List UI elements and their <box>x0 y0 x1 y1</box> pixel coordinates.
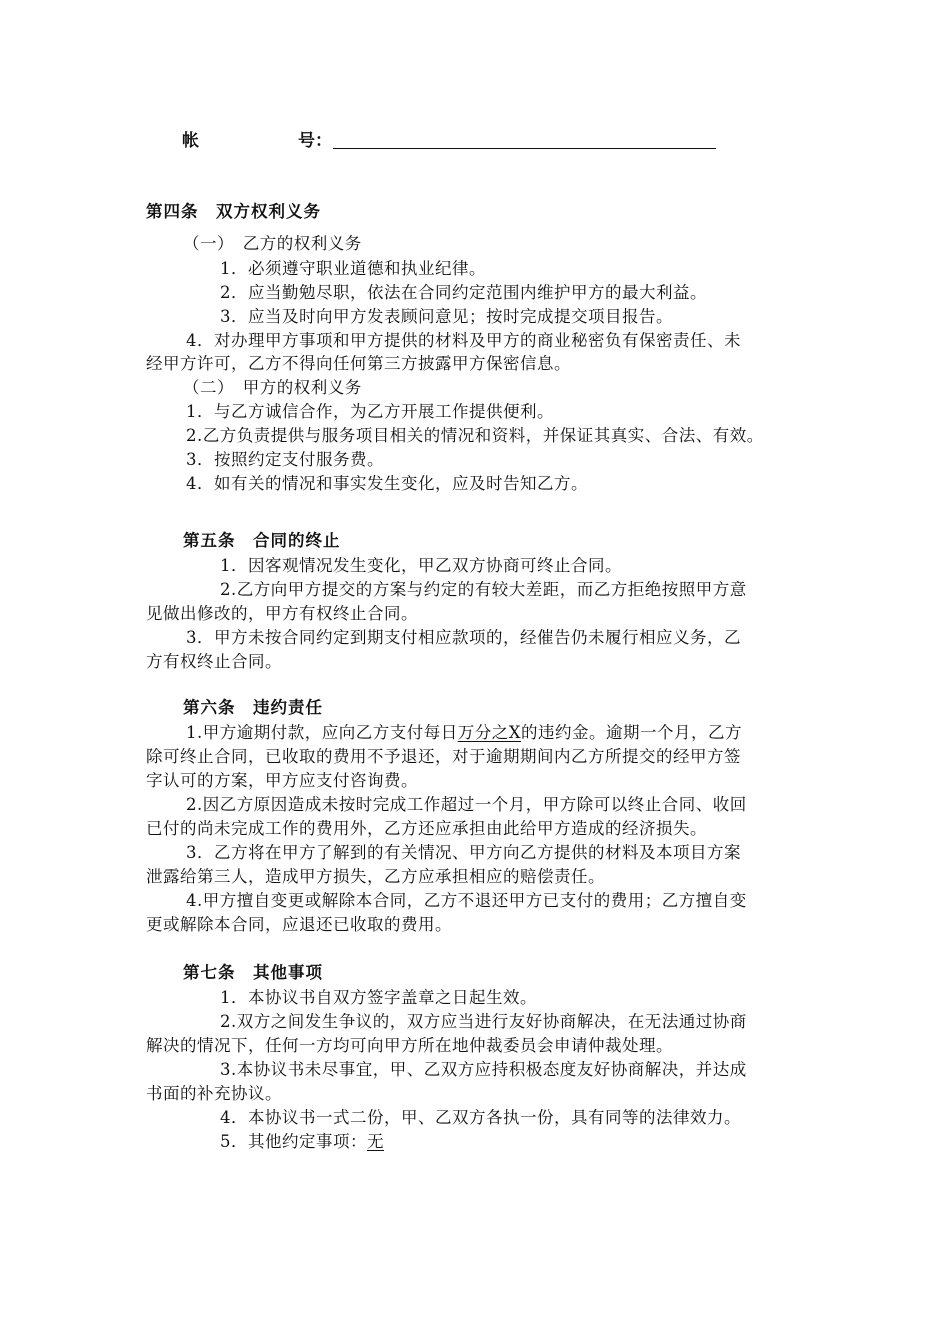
article-5-title: 第五条 合同的终止 <box>183 531 341 550</box>
article-4-title: 第四条 双方权利义务 <box>146 202 321 221</box>
article-6-item-3-line-1: 3．乙方将在甲方了解到的有关情况、甲方向乙方提供的材料及本项目方案 <box>186 843 741 862</box>
account-label-left: 帐 <box>182 131 199 151</box>
article-7-item-1: 1．本协议书自双方签字盖章之日起生效。 <box>220 988 537 1007</box>
article-7-item-2-line-2: 解决的情况下，任何一方均可向甲方所在地仲裁委员会申请仲裁处理。 <box>146 1036 673 1055</box>
article-4-item-1: 1．必须遵守职业道德和执业纪律。 <box>220 259 486 278</box>
article-6-item-1-prefix: 1.甲方逾期付款，应向乙方支付每日 <box>186 723 458 742</box>
penalty-rate: 万分之X <box>457 723 521 742</box>
article-5-item-3-line-2: 方有权终止合同。 <box>146 652 282 671</box>
article-4-item-4-line-2: 经甲方许可，乙方不得向任何第三方披露甲方保密信息。 <box>146 354 571 373</box>
other-terms-label: 5．其他约定事项： <box>220 1132 367 1151</box>
article-4-section-1-heading: （一） 乙方的权利义务 <box>183 234 362 253</box>
article-4-party-a-item-4: 4．如有关的情况和事实发生变化，应及时告知乙方。 <box>186 474 588 493</box>
article-5-item-3-line-1: 3．甲方未按合同约定到期支付相应款项的，经催告仍未履行相应义务，乙 <box>186 628 741 647</box>
article-7-item-3-line-2: 书面的补充协议。 <box>146 1084 282 1103</box>
article-7-item-2-line-1: 2.双方之间发生争议的，双方应当进行友好协商解决，在无法通过协商 <box>220 1012 747 1031</box>
account-blank-line <box>333 148 716 149</box>
article-4-party-a-item-1: 1．与乙方诚信合作，为乙方开展工作提供便利。 <box>186 402 554 421</box>
article-6-item-1-line-3: 字认可的方案，甲方应支付咨询费。 <box>146 771 418 790</box>
article-6-item-3-line-2: 泄露给第三人，造成甲方损失，乙方应承担相应的赔偿责任。 <box>146 867 605 886</box>
article-5-item-2-line-2: 见做出修改的，甲方有权终止合同。 <box>146 604 418 623</box>
other-terms-value: 无 <box>367 1132 384 1151</box>
article-4-party-a-item-3: 3．按照约定支付服务费。 <box>186 450 384 469</box>
article-4-item-3: 3．应当及时向甲方发表顾问意见；按时完成提交项目报告。 <box>220 307 673 326</box>
article-6-title: 第六条 违约责任 <box>183 698 323 717</box>
article-6-item-1-line-1 <box>186 722 742 744</box>
article-7-item-5 <box>220 1131 384 1153</box>
article-4-item-4-line-1: 4．对办理甲方事项和甲方提供的材料及甲方的商业秘密负有保密责任、未 <box>186 331 741 350</box>
article-6-item-1-suffix: 的违约金。逾期一个月，乙方 <box>521 723 742 742</box>
article-6-item-2-line-1: 2.因乙方原因造成未按时完成工作超过一个月，甲方除可以终止合同、收回 <box>186 795 747 814</box>
article-5-item-2-line-1: 2.乙方向甲方提交的方案与约定的有较大差距，而乙方拒绝按照甲方意 <box>220 580 747 599</box>
article-6-item-4-line-2: 更或解除本合同，应退还已收取的费用。 <box>146 915 452 934</box>
account-label-right: 号： <box>298 131 332 151</box>
article-4-item-2: 2．应当勤勉尽职，依法在合同约定范围内维护甲方的最大利益。 <box>220 283 707 302</box>
article-7-item-3-line-1: 3.本协议书未尽事宜，甲、乙双方应持积极态度友好协商解决，并达成 <box>220 1060 747 1079</box>
article-7-item-4: 4．本协议书一式二份，甲、乙双方各执一份，具有同等的法律效力。 <box>220 1108 741 1127</box>
article-6-item-4-line-1: 4.甲方擅自变更或解除本合同，乙方不退还甲方已支付的费用；乙方擅自变 <box>186 891 747 910</box>
article-7-title: 第七条 其他事项 <box>183 963 323 982</box>
article-4-party-a-item-2: 2.乙方负责提供与服务项目相关的情况和资料，并保证其真实、合法、有效。 <box>186 426 764 445</box>
article-6-item-2-line-2: 已付的尚未完成工作的费用外，乙方还应承担由此给甲方造成的经济损失。 <box>146 819 707 838</box>
article-4-section-2-heading: （二） 甲方的权利义务 <box>183 378 362 397</box>
article-6-item-1-line-2: 除可终止合同，已收取的费用不予退还，对于逾期期间内乙方所提交的经甲方签 <box>146 747 741 766</box>
article-5-item-1: 1．因客观情况发生变化，甲乙双方协商可终止合同。 <box>220 556 622 575</box>
